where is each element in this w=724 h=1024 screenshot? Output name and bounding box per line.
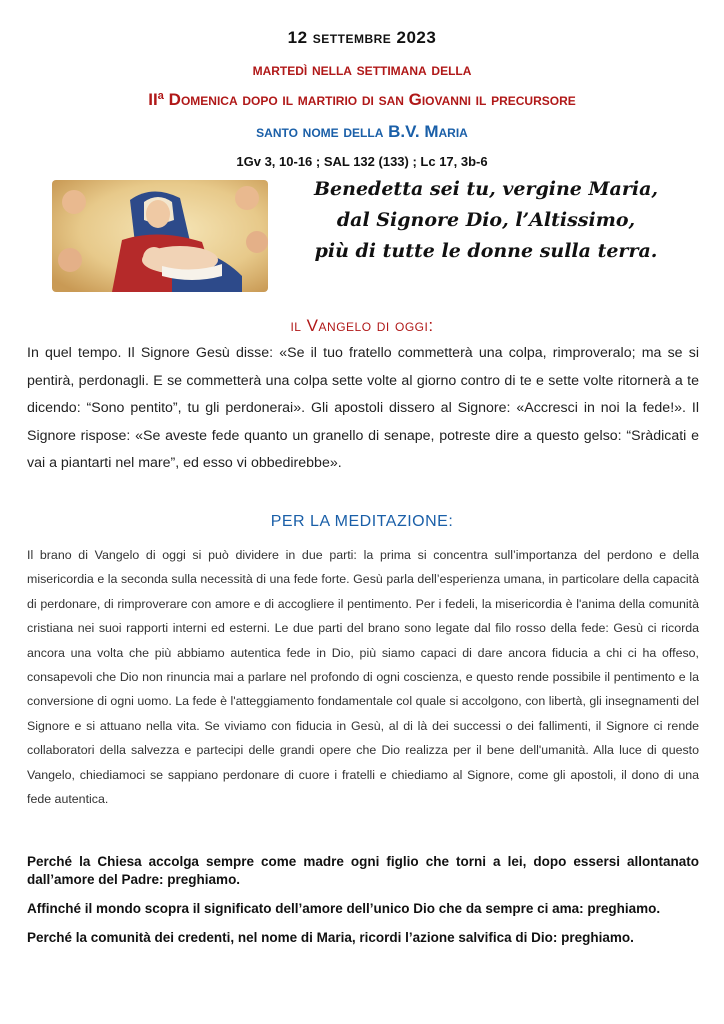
antiphon-text	[286, 174, 686, 267]
date-heading: 12 settembre 2023	[287, 28, 437, 47]
liturgical-sunday-line: IIª Domenica dopo il martirio di san Giovanni il precursore	[148, 90, 576, 109]
prayer-intention: Affinché il mondo scopra il significato dell’amore dell’unico Dio che da sempre ci ama: preghiamo.	[27, 901, 661, 916]
feast-title: santo nome della B.V. Maria	[256, 122, 468, 141]
prayer-intention: Perché la comunità dei credenti, nel nome di Maria, ricordi l’azione salvifica di Dio: preghiamo.	[27, 930, 634, 945]
liturgical-day-line: martedì nella settimana della	[252, 60, 472, 79]
gospel-heading: il Vangelo di oggi:	[290, 316, 434, 335]
antiphon-line: più di tutte le donne sulla terra.	[314, 240, 658, 262]
prayer-intention: Perché la Chiesa accolga sempre come madre ogni figlio che torni a lei, dopo essersi allontanato dall’amore del Padre: preghiamo.	[27, 854, 699, 887]
madonna-and-child-image	[52, 180, 268, 292]
readings-references: 1Gv 3, 10-16 ; SAL 132 (133) ; Lc 17, 3b-6	[236, 154, 488, 169]
antiphon-line: dal Signore Dio, l’Altissimo,	[336, 209, 636, 231]
prayers-list	[27, 853, 699, 958]
meditation-heading: PER LA MEDITAZIONE:	[270, 513, 454, 530]
meditation-text: Il brano di Vangelo di oggi si può dividere in due parti: la prima si concentra sull’importanza del perdono e della misericordia e la seconda sulla necessità di una fede forte. Gesù parla dell’esperienza umana, in particolare della capacità di perdonare, di rimproverare con amore e di accogliere il pentimento. Per i fedeli, la misericordia è l'anima della comunità cristiana nei suoi rapporti interni ed esterni. Le due parti del brano sono legate dal filo rosso della fede: Gesù ci ricorda ancora una volta che più abbiamo autentica fede in Dio, più siamo capaci di dare ancora fiducia a chi ci ha offeso, consapevoli che Dio non rinuncia mai a parlare nel profondo di ogni coscienza, e questo rende possibile il pentimento e la conversione di ogni uomo. La fede è l'atteggiamento fondamentale col quale si accolgono, con libertà, gli insegnamenti del Signore e si attuano nella vita. Se viviamo con fiducia in Gesù, al di là dei successi o dei fallimenti, il Signore ci rende collaboratori della salvezza e partecipi delle grandi opere che Dio realizza per il bene dell'umanità. Alla luce di questo Vangelo, chiediamoci se sappiano perdonare di cuore i fratelli e chiediamo al Signore, come gli apostoli, il dono di una fede autentica.	[27, 548, 699, 807]
gospel-text: In quel tempo. Il Signore Gesù disse: «Se il tuo fratello commetterà una colpa, rimproveralo; ma se si pentirà, perdonagli. E se commetterà una colpa sette volte al giorno contro di te e sette volte ritornerà a te dicendo: “Sono pentito”, tu gli perdonerai». Gli apostoli dissero al Signore: «Accresci in noi la fede!». Il Signore rispose: «Se aveste fede quanto un granello di senape, potreste dire a questo gelso: “Sràdicati e vai a piantarti nel mare”, ed esso vi obbedirebbe».	[27, 345, 699, 471]
antiphon-line: Benedetta sei tu, vergine Maria,	[314, 178, 658, 200]
